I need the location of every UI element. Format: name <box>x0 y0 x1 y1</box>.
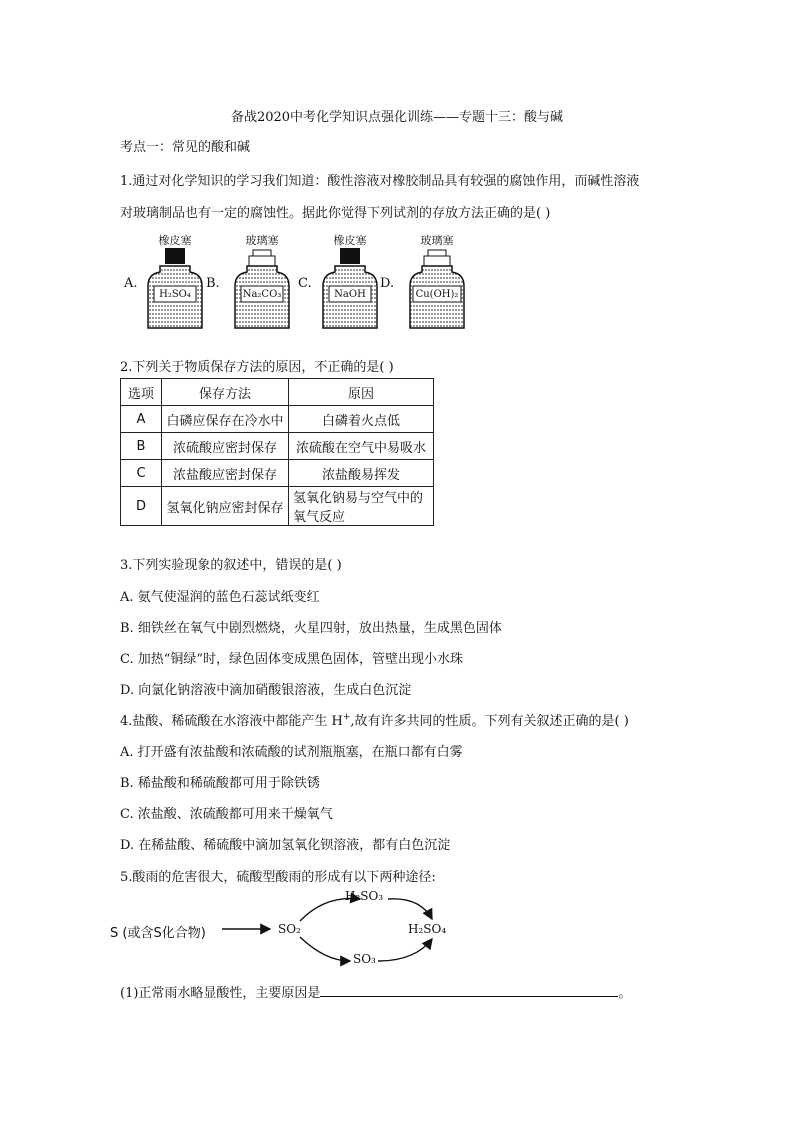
rubber-stopper-icon <box>340 248 360 264</box>
q2-stem: 2.下列关于物质保存方法的原因，不正确的是( ) <box>120 360 394 375</box>
bottle-b-reagent: Na₂CO₃ <box>242 289 282 300</box>
q3-stem: 3.下列实验现象的叙述中，错误的是( ) <box>120 558 342 573</box>
bottle-b-stopper: 玻璃塞 <box>245 234 279 247</box>
table-row <box>121 460 434 487</box>
q3-option-b: B. 细铁丝在氧气中剧烈燃烧，火星四射，放出热量，生成黑色固体 <box>120 621 502 636</box>
q3-option-d: D. 向氯化钠溶液中滴加硝酸银溶液，生成白色沉淀 <box>120 683 412 698</box>
arrow-h2so3-to-h2so4 <box>388 899 432 919</box>
table-cell: 浓硫酸应密封保存 <box>162 433 289 460</box>
diagram-start-label: S (或含S化合物) <box>110 926 206 941</box>
table-cell: C <box>121 460 162 487</box>
rubber-stopper-icon <box>165 248 185 264</box>
q4-option-a: A. 打开盛有浓盐酸和浓硫酸的试剂瓶瓶塞，在瓶口都有白雾 <box>120 745 463 760</box>
bottle-a <box>148 248 202 328</box>
table-cell: D <box>121 487 162 526</box>
diagram-so3-label: SO₃ <box>353 952 376 966</box>
storage-table <box>120 378 434 526</box>
table-cell: 浓盐酸易挥发 <box>289 460 434 487</box>
bottle-d-stopper: 玻璃塞 <box>420 234 454 247</box>
q1-line1: 1.通过对化学知识的学习我们知道：酸性溶液对橡胶制品具有较强的腐蚀作用，而碱性溶液 <box>120 174 640 189</box>
table-cell: A <box>121 406 162 433</box>
table-header: 选项 <box>121 379 162 406</box>
bottle-c-letter: C. <box>298 276 312 291</box>
diagram-so2-label: SO₂ <box>278 922 301 936</box>
q4-stem <box>120 710 629 729</box>
table-cell: 氢氧化钠应密封保存 <box>162 487 289 526</box>
arrow-so3-to-h2so4 <box>378 939 432 961</box>
q5-stem: 5.酸雨的危害很大，硫酸型酸雨的形成有以下两种途径: <box>120 870 436 885</box>
bottle-a-reagent: H₂SO₄ <box>159 289 191 300</box>
glass-stopper-icon <box>253 250 271 256</box>
table-header: 原因 <box>289 379 434 406</box>
section-heading: 考点一：常见的酸和碱 <box>120 140 251 155</box>
bottle-d-reagent: Cu(OH)₂ <box>415 289 459 300</box>
q5-sub1-text: (1)正常雨水略显酸性，主要原因是 <box>120 986 321 1001</box>
table-cell: 白磷应保存在冷水中 <box>162 406 289 433</box>
q3-option-c: C. 加热“铜绿”时，绿色固体变成黑色固体，管壁出现小水珠 <box>120 652 464 667</box>
bottle-c-stopper: 橡皮塞 <box>333 234 367 247</box>
table-cell: B <box>121 433 162 460</box>
bottle-d-letter: D. <box>380 276 395 291</box>
bottle-c <box>323 248 377 328</box>
table-row <box>121 433 434 460</box>
glass-stopper-icon <box>428 250 446 256</box>
bottle-a-letter: A. <box>124 276 138 291</box>
table-row <box>121 487 434 526</box>
arrow-so2-to-so3 <box>300 937 350 961</box>
answer-blank[interactable] <box>320 984 618 997</box>
q3-option-a: A. 氨气使湿润的蓝色石蕊试纸变红 <box>120 590 320 605</box>
q4-stem-superscript: + <box>342 712 351 723</box>
table-header-row <box>121 379 434 406</box>
bottle-a-stopper: 橡皮塞 <box>158 234 192 247</box>
table-header: 保存方法 <box>162 379 289 406</box>
table-cell: 白磷着火点低 <box>289 406 434 433</box>
table-cell: 浓盐酸应密封保存 <box>162 460 289 487</box>
diagram-h2so3-label: H₂SO₃ <box>345 889 384 903</box>
table-cell: 氢氧化钠易与空气中的氧气反应 <box>289 487 434 526</box>
q4-option-b: B. 稀盐酸和稀硫酸都可用于除铁锈 <box>120 776 320 791</box>
diagram-h2so4-label: H₂SO₄ <box>408 922 447 936</box>
q5-sub1-end: 。 <box>618 986 632 1001</box>
table-row <box>121 406 434 433</box>
q4-stem-part1: 4.盐酸、稀硫酸在水溶液中都能产生 H <box>120 714 343 729</box>
page-title: 备战2020中考化学知识点强化训练——专题十三：酸与碱 <box>230 110 564 125</box>
q5-sub1 <box>120 982 631 1001</box>
bottle-b-letter: B. <box>206 276 220 291</box>
bottle-c-reagent: NaOH <box>334 289 366 300</box>
q4-option-c: C. 浓盐酸、浓硫酸都可用来干燥氧气 <box>120 807 333 822</box>
q4-stem-part2: ,故有许多共同的性质。下列有关叙述正确的是( ) <box>350 714 629 729</box>
q4-option-d: D. 在稀盐酸、稀硫酸中滴加氢氧化钡溶液，都有白色沉淀 <box>120 838 451 853</box>
q1-line2: 对玻璃制品也有一定的腐蚀性。据此你觉得下列试剂的存放方法正确的是( ) <box>120 206 551 221</box>
table-cell: 浓硫酸在空气中易吸水 <box>289 433 434 460</box>
